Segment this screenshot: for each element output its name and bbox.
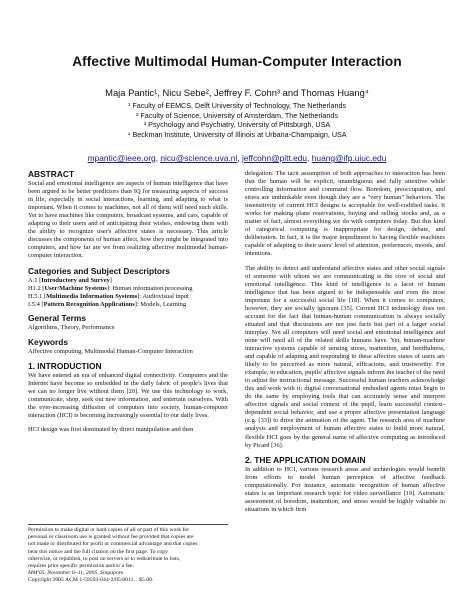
right-paragraph-1: delegation. The tacit assumption of both approaches to interaction has been that the human will be explicit, unambiguous and fully attentive while controlling information and command flow. Boredom, preoccupation, and stress are unthinkable even though they are a "very human" behaviors. The insensitivity of current HCI designs is acceptable for well-codified tasks. It works for making plane reservations, buying and selling stocks and, as a matter of fact, almost everything we do with computers today. But this kind of categorical computing is inappropriate for design, debate, and deliberation. In fact, it is the major impediment to having flexible machines capable of adapting to their users' level of attention, preferences, moods, and intentions. [245, 170, 445, 258]
copyright-line: Copyright 2005 ACM 1-59593-044-2/05/0011…$5.00. [28, 577, 154, 584]
introduction-heading: 1. INTRODUCTION [28, 360, 102, 371]
keywords-heading: Keywords [28, 336, 69, 347]
category-item: H1.2 [User/Machine Systems]: Human information processing [28, 284, 193, 292]
categories-heading: Categories and Subject Descriptors [28, 265, 170, 276]
affiliation-1: ¹ Faculty of EEMCS, Delft University of Technology, The Netherlands [127, 101, 347, 110]
email-link-cohn[interactable]: jeffcohn@pitt.edu [241, 153, 308, 163]
introduction-paragraph-1: We have entered an era of enhanced digital connectivity. Computers and the Internet have become so embedded in the daily fabric of people's lives that we can no longer live without them [20]. We use this technology to work, communicate, shop, seek out new information, and entertain ourselves. With the ever-increasing diffusion of computers into society, human-computer interaction (HCI) is becoming increasingly essential to our daily lives. [28, 371, 228, 420]
categories-list [28, 277, 228, 309]
email-link-sebe[interactable]: nicu@science.uva.nl [160, 153, 238, 163]
conference-info: MM'05, November 6–11, 2005, Singapore. [28, 570, 125, 577]
email-link-pantic[interactable]: mpantic@ieee.org [87, 153, 156, 163]
affiliation-3: ³ Psychology and Psychiatry, University of Pittsburgh, USA [143, 120, 331, 129]
author-emails: mpantic@ieee.org, nicu@science.uva.nl, jeffcohn@pitt.edu, huang@ifp.uiuc.edu [87, 153, 387, 163]
affiliation-4: ⁴ Beckman Institute, University of Illinois at Urbana-Champaign, USA [127, 129, 347, 139]
abstract-heading: ABSTRACT [28, 169, 75, 179]
category-item: A.1 [Introductory and Survey] [28, 276, 112, 284]
category-item: H.5.1 [Multimedia Information Systems]: Audiovisual input [28, 292, 189, 300]
left-column [28, 170, 228, 440]
right-paragraph-3: In addition to HCI, various research areas and technologies would benefit from efforts to model human perception of affective feedback computationally. For instance, automatic recognition of human affective states is an important research topic for video surveillance [19]. Automatic assessment of boredom, inattention, and stress would be highly valuable in situations in which firm [245, 465, 445, 513]
keywords-text: Affective computing, Multimodal Human-Computer Interaction [28, 347, 193, 355]
abstract-text: Social and emotional intelligence are aspects of human intelligence that have been argued to be better predictors than IQ for measuring aspects of success in life, especially in social interactions, learning, and adapting to what is important. When it comes to machines, not all of them will need such skills. Yet to have machines like computers, broadcast systems, and cars, capable of adapting to their users and of anticipating their wishes, endowing them with the ability to recognize user's affective states is necessary. This article discusses the components of human affect, how they might be integrated into computers, and how far are we from realizing affective multimodal human-computer interaction. [28, 180, 228, 260]
paper-title: Affective Multimodal Human-Computer Interaction [72, 54, 402, 69]
right-column [245, 170, 445, 520]
email-link-huang[interactable]: huang@ifp.uiuc.edu [311, 153, 387, 163]
category-item: I.5.4 [Pattern Recognition Applications]: Models, Learning [28, 300, 187, 308]
permission-notice: Permission to make digital or hard copies of all or part of this work for personal or classroom use is granted without fee provided that copies are not made or distributed for profit or commercial advantage and that copies bear this notice and the full citation on the first page. To copy otherwise, or republish, to post on servers or to redistribute to lists, requires prior specific permission and/or a fee. MM'05, November 6–11, 2005, Singapore. Copyright 2005 ACM 1-59593-044-2/05/0011…$5.00. [28, 524, 228, 585]
introduction-paragraph-2: HCI design was first dominated by direct manipulation and then [28, 426, 194, 434]
general-terms-heading: General Terms [28, 312, 87, 323]
application-domain-heading: 2. THE APPLICATION DOMAIN [245, 454, 366, 465]
right-paragraph-2: The ability to detect and understand affective states and other social signals of someone with whom we are communicating is the core of social and emotional intelligence. This kind of intelligence is a facet of human intelligence that has been argued to be indispensable and even the most important for a successful social life [18]. When it comes to computers, however, they are socially ignorant [35]. Current HCI technology does not account for the fact that human-human communication is always socially situated and that discussions are not just facts but part of a larger social interplay. Not all computers will need social and emotional intelligence and none will need all of the related skills humans have. Yet, human-machine interactive systems capable of sensing stress, inattention, and heedfulness, and capable of adapting and responding to these affective states of users are likely to be perceived as more natural, efficacious, and trustworthy. For example, in education, pupils' affective signals inform the teacher of the need to adjust the instructional message. Successful human teachers acknowledge this and work with it; digital conversational embodied agents must begin to do the same by employing tools that can accurately sense and interpret affective signals and social context of the pupil, learn successful context-dependent social behavior, and use a proper affective presentation language (e.g. [33]) to drive the animation of the agent. The research area of machine analysis and employment of human affective states to build more natural, flexible HCI goes by the general name of affective computing as introduced by Picard [36]. [245, 264, 445, 449]
affiliation-2: ² Faculty of Science, University of Amsterdam, The Netherlands [136, 110, 338, 120]
paper-authors: Maja Pantic¹, Nicu Sebe², Jeffrey F. Cohn³ and Thomas Huang⁴ [105, 87, 369, 98]
general-terms-text: Algorithms, Theory, Performance [28, 323, 115, 331]
